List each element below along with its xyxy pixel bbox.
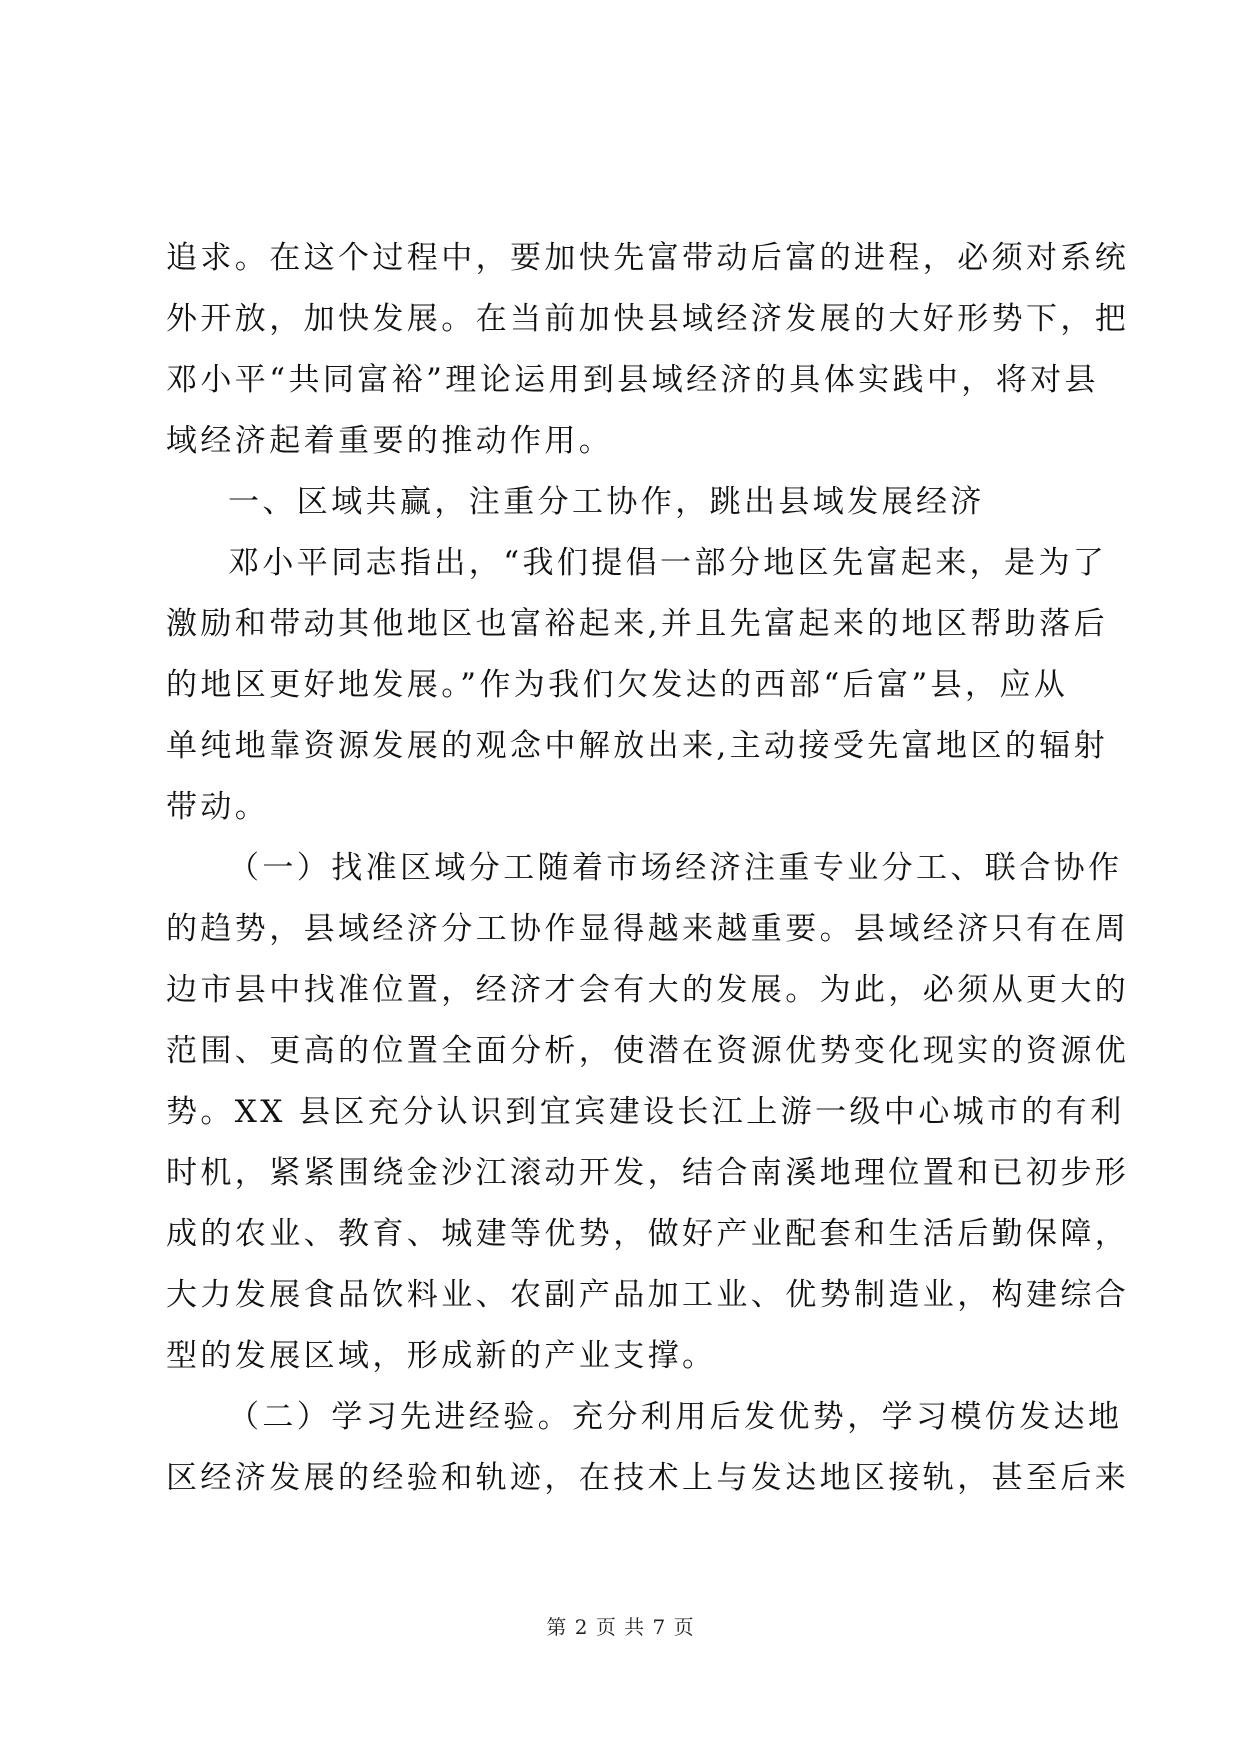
text-line-12: 的趋势，县域经济分工协作显得越来越重要。县域经济只有在周 [166,911,1130,947]
text-line-3: 邓小平“共同富裕”理论运用到县域经济的具体实践中，将对县 [166,362,1099,398]
text-line-21: 区经济发展的经验和轨迹，在技术上与发达地区接轨，甚至后来 [166,1460,1130,1496]
subsection-1-line: （一）找准区域分工随着市场经济注重专业分工、联合协作 [228,850,1123,886]
text-line-19: 型的发展区域，形成新的产业支撑。 [166,1338,717,1374]
text-line-7: 激励和带动其他地区也富裕起来,并且先富起来的地区帮助落后 [166,606,1109,642]
text-line-6: 邓小平同志指出，“我们提倡一部分地区先富起来，是为了 [228,545,1108,581]
text-line-13: 边市县中找准位置，经济才会有大的发展。为此，必须从更大的 [166,972,1130,1008]
text-line-1: 追求。在这个过程中，要加快先富带动后富的进程，必须对系统 [166,240,1130,276]
text-line-17: 成的农业、教育、城建等优势，做好产业配套和生活后勤保障， [166,1216,1130,1252]
text-line-9: 单纯地靠资源发展的观念中解放出来,主动接受先富地区的辐射 [166,728,1109,764]
text-line-14: 范围、更高的位置全面分析，使潜在资源优势变化现实的资源优 [166,1033,1130,1069]
text-line-18: 大力发展食品饮料业、农副产品加工业、优势制造业，构建综合 [166,1277,1130,1313]
text-line-4: 域经济起着重要的推动作用。 [166,423,614,459]
text-line-16: 时机，紧紧围绕金沙江滚动开发，结合南溪地理位置和已初步形 [166,1155,1130,1191]
text-line-10: 带动。 [166,789,270,825]
page-number-footer: 第 2 页 共 7 页 [546,1615,695,1639]
document-body [166,228,1130,1509]
subsection-2-line: （二）学习先进经验。充分利用后发优势，学习模仿发达地 [228,1399,1123,1435]
text-line-15: 势。XX 县区充分认识到宜宾建设长江上游一级中心城市的有利 [166,1094,1125,1130]
section-heading-1: 一、区域共赢，注重分工协作，跳出县域发展经济 [228,484,985,520]
text-line-2: 外开放，加快发展。在当前加快县域经济发展的大好形势下，把 [166,301,1130,337]
text-line-8: 的地区更好地发展。”作为我们欠发达的西部“后富”县，应从 [166,667,1069,703]
